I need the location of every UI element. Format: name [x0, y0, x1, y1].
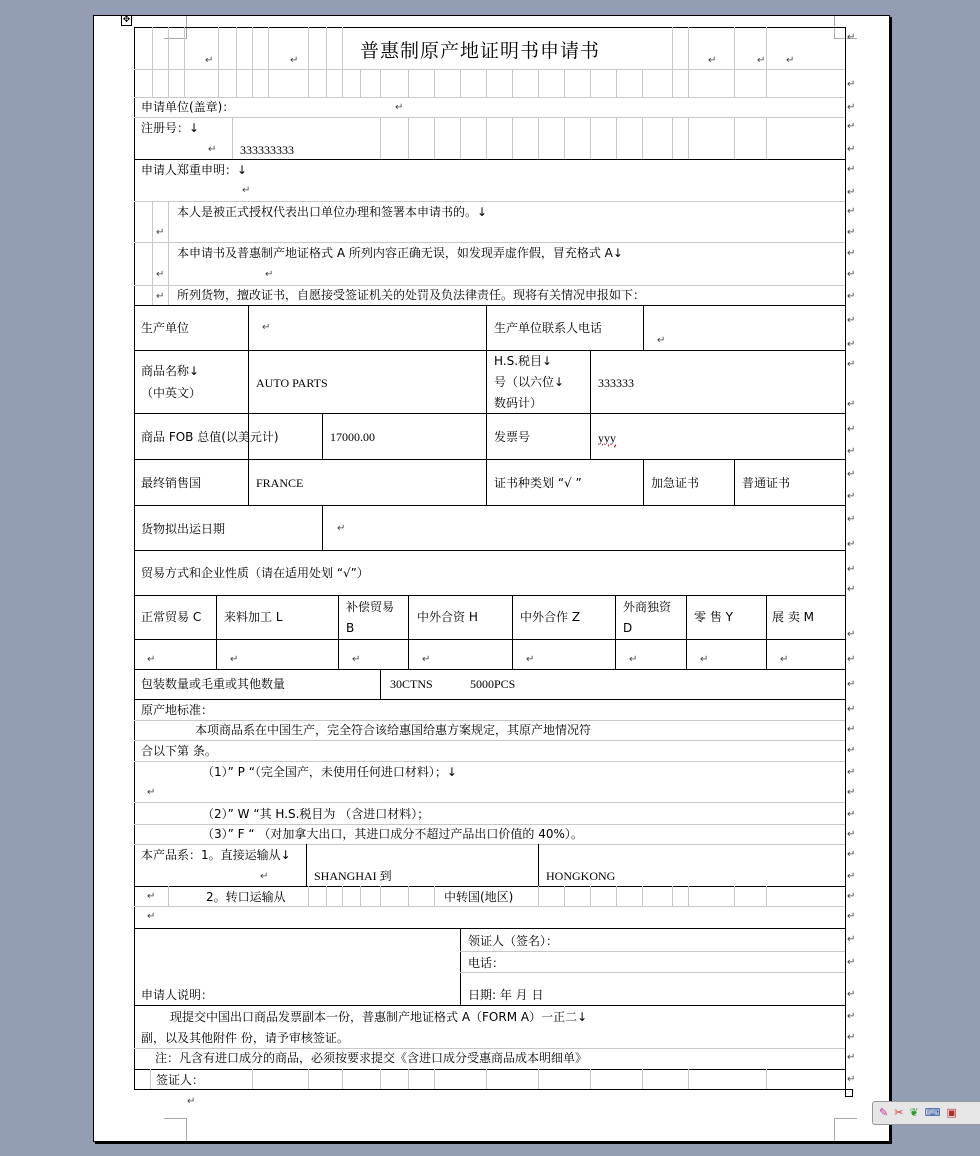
- table-gridline: [134, 459, 845, 460]
- paragraph-mark-icon: ↵: [847, 564, 856, 575]
- ime-toolbar[interactable]: [872, 1101, 980, 1125]
- table-gridline: [268, 27, 269, 97]
- table-gridline: [134, 285, 845, 286]
- paragraph-mark-icon: ↵: [147, 891, 156, 902]
- table-border: [134, 27, 135, 1089]
- table-gridline: [460, 928, 461, 1005]
- paragraph-mark-icon: ↵: [147, 654, 156, 665]
- table-gridline: [134, 1069, 845, 1070]
- paragraph-mark-icon: ↵: [757, 55, 766, 66]
- paragraph-mark-icon: ↵: [265, 269, 274, 280]
- table-gridline: [434, 69, 435, 97]
- table-border: [134, 27, 845, 28]
- table-gridline: [766, 595, 767, 669]
- table-gridline: [218, 27, 219, 97]
- paragraph-mark-icon: ↵: [780, 654, 789, 665]
- trade-compensation-code: B: [346, 621, 355, 635]
- table-gridline: [134, 928, 845, 929]
- paragraph-mark-icon: ↵: [847, 957, 856, 968]
- table-gridline: [538, 844, 539, 886]
- paragraph-mark-icon: ↵: [847, 724, 856, 735]
- table-gridline: [538, 69, 539, 97]
- table-gridline: [486, 1069, 487, 1089]
- submit-line-1: 现提交中国出口商品发票副本一份，普惠制产地证格式 A（FORM A）一正二↓: [170, 1010, 588, 1024]
- table-gridline: [688, 886, 689, 906]
- table-gridline: [734, 117, 735, 159]
- table-gridline: [734, 27, 735, 97]
- table-gridline: [380, 117, 381, 159]
- table-gridline: [134, 740, 845, 741]
- paragraph-mark-icon: ↵: [657, 335, 666, 346]
- table-gridline: [134, 159, 845, 160]
- paragraph-mark-icon: ↵: [847, 491, 856, 502]
- table-gridline: [326, 27, 327, 97]
- paragraph-mark-icon: ↵: [262, 322, 271, 333]
- table-gridline: [134, 117, 845, 118]
- invoice-value[interactable]: yyy: [598, 431, 616, 445]
- origin-criterion-p: （1）” P “（完全国产，未使用任何进口材料）；↓: [202, 765, 457, 779]
- goods-name-label-2: （中英文）: [141, 386, 202, 400]
- table-move-handle-icon[interactable]: ✥: [122, 15, 131, 25]
- urgent-cert-checkbox[interactable]: 加急证书: [651, 476, 700, 490]
- table-gridline: [134, 761, 845, 762]
- leaf-icon[interactable]: ❦: [909, 1106, 919, 1119]
- trade-foreign-owned[interactable]: 外商独资: [623, 600, 672, 614]
- paragraph-mark-icon: ↵: [847, 187, 856, 198]
- producer-label: 生产单位: [141, 321, 190, 335]
- table-gridline: [408, 595, 409, 669]
- table-gridline: [248, 305, 249, 505]
- window-icon[interactable]: ▣: [946, 1106, 957, 1119]
- table-gridline: [434, 1069, 435, 1089]
- table-gridline: [380, 886, 381, 906]
- trade-exhibition[interactable]: 展 卖 M: [772, 610, 814, 624]
- paragraph-mark-icon: ↵: [290, 55, 299, 66]
- table-gridline: [642, 1069, 643, 1089]
- table-gridline: [590, 413, 591, 459]
- paragraph-mark-icon: ↵: [847, 679, 856, 690]
- paragraph-mark-icon: ↵: [847, 399, 856, 410]
- table-gridline: [380, 669, 381, 699]
- paragraph-mark-icon: ↵: [147, 911, 156, 922]
- trade-normal[interactable]: 正常贸易 C: [141, 610, 202, 624]
- table-gridline: [672, 117, 673, 159]
- transport-label: 本产品系：1。直接运输从↓: [141, 848, 291, 862]
- paragraph-mark-icon: ↵: [337, 523, 346, 534]
- table-gridline: [342, 1069, 343, 1089]
- paragraph-mark-icon: ↵: [847, 102, 856, 113]
- paragraph-mark-icon: ↵: [847, 1074, 856, 1085]
- table-gridline: [134, 639, 845, 640]
- table-gridline: [590, 117, 591, 159]
- table-gridline: [538, 1069, 539, 1089]
- table-gridline: [686, 595, 687, 669]
- destination-value[interactable]: FRANCE: [256, 476, 304, 490]
- paragraph-mark-icon: ↵: [847, 144, 856, 155]
- declaration-3: 所列货物，擅改证书，自愿接受签证机关的处罚及负法律责任。现将有关情况申报如下：: [177, 288, 646, 302]
- table-gridline: [134, 242, 845, 243]
- table-gridline: [538, 886, 539, 906]
- pen-icon[interactable]: ✎: [879, 1106, 889, 1119]
- paragraph-mark-icon: ↵: [847, 248, 856, 259]
- paragraph-mark-icon: ↵: [847, 32, 856, 43]
- transport-from[interactable]: SHANGHAI 到: [314, 869, 392, 883]
- table-gridline: [538, 117, 539, 159]
- table-gridline: [672, 27, 673, 97]
- paragraph-mark-icon: ↵: [208, 144, 217, 155]
- table-gridline: [134, 97, 845, 98]
- table-border: [134, 1089, 845, 1090]
- trade-retail[interactable]: 零 售 Y: [694, 610, 733, 624]
- table-gridline: [134, 844, 845, 845]
- paragraph-mark-icon: ↵: [847, 654, 856, 665]
- table-gridline: [643, 305, 644, 350]
- paragraph-mark-icon: ↵: [700, 654, 709, 665]
- table-gridline: [766, 886, 767, 906]
- paragraph-mark-icon: ↵: [847, 424, 856, 435]
- table-gridline: [308, 27, 309, 97]
- paragraph-mark-icon: ↵: [847, 891, 856, 902]
- table-gridline: [308, 1069, 309, 1089]
- paragraph-mark-icon: ↵: [847, 446, 856, 457]
- paragraph-mark-icon: ↵: [847, 829, 856, 840]
- reg-no-label: 注册号：↓: [141, 121, 200, 135]
- paragraph-mark-icon: ↵: [847, 359, 856, 370]
- table-gridline: [232, 117, 233, 159]
- packing-label: 包装数量或毛重或其他数量: [141, 677, 286, 691]
- paragraph-mark-icon: ↵: [847, 121, 856, 132]
- table-gridline: [590, 350, 591, 413]
- paragraph-mark-icon: ↵: [847, 809, 856, 820]
- table-gridline: [408, 117, 409, 159]
- table-gridline: [642, 117, 643, 159]
- table-gridline: [434, 886, 435, 906]
- table-gridline: [616, 886, 617, 906]
- table-gridline: [184, 27, 185, 97]
- declaration-1: 本人是被正式授权代表出口单位办理和签署本申请书的。↓: [177, 205, 488, 219]
- paragraph-mark-icon: ↵: [629, 654, 638, 665]
- applicant-unit-label: 申请单位(盖章)：: [141, 100, 235, 114]
- paragraph-mark-icon: ↵: [847, 934, 856, 945]
- table-gridline: [380, 69, 381, 97]
- table-resize-handle[interactable]: [845, 1089, 853, 1097]
- paragraph-mark-icon: ↵: [847, 1032, 856, 1043]
- fob-label: 商品 FOB 总值(以美元计): [141, 430, 279, 444]
- declaration-label: 申请人郑重申明：↓: [141, 163, 248, 177]
- table-gridline: [134, 802, 845, 803]
- table-gridline: [134, 906, 845, 907]
- paragraph-mark-icon: ↵: [847, 584, 856, 595]
- paragraph-mark-icon: ↵: [260, 871, 269, 882]
- table-gridline: [616, 69, 617, 97]
- table-gridline: [326, 886, 327, 906]
- ship-date-label: 货物拟出运日期: [141, 522, 226, 536]
- packing-value[interactable]: 30CTNS: [390, 677, 433, 691]
- paragraph-mark-icon: ↵: [847, 767, 856, 778]
- table-gridline: [360, 886, 361, 906]
- origin-criterion-f: （3）” F “ （对加拿大出口，其进口成分不超过产品出口价值的 40%）。: [202, 827, 583, 841]
- table-gridline: [643, 459, 644, 505]
- trade-cooperative[interactable]: 中外合作 Z: [520, 610, 581, 624]
- table-gridline: [688, 27, 689, 97]
- crop-mark: [164, 1118, 187, 1141]
- paragraph-mark-icon: ↵: [187, 1096, 196, 1107]
- origin-line-1: 本项商品系在中国生产，完全符合该给惠国给惠方案规定，其原产地情况符: [195, 723, 592, 737]
- table-gridline: [308, 886, 309, 906]
- paragraph-mark-icon: ↵: [847, 269, 856, 280]
- table-gridline: [616, 117, 617, 159]
- normal-cert-checkbox[interactable]: 普通证书: [742, 476, 791, 490]
- paragraph-mark-icon: ↵: [230, 654, 239, 665]
- note-text: 注：凡含有进口成分的商品，必须按要求提交《含进口成分受惠商品成本明细单》: [155, 1051, 588, 1065]
- table-gridline: [322, 505, 323, 550]
- table-gridline: [408, 1069, 409, 1089]
- transit-label: 2。转口运输从: [206, 890, 286, 904]
- table-gridline: [134, 699, 845, 700]
- table-gridline: [688, 117, 689, 159]
- paragraph-mark-icon: ↵: [847, 989, 856, 1000]
- table-gridline: [338, 595, 339, 669]
- paragraph-mark-icon: ↵: [526, 654, 535, 665]
- paragraph-mark-icon: ↵: [847, 164, 856, 175]
- paragraph-mark-icon: ↵: [847, 1011, 856, 1022]
- table-gridline: [590, 1069, 591, 1089]
- origin-label: 原产地标准：: [141, 703, 214, 717]
- paragraph-mark-icon: ↵: [847, 227, 856, 238]
- paragraph-mark-icon: ↵: [847, 469, 856, 480]
- crop-mark: [834, 1118, 857, 1141]
- table-gridline: [512, 69, 513, 97]
- table-gridline: [134, 69, 845, 70]
- paragraph-mark-icon: ↵: [156, 291, 165, 302]
- invoice-label: 发票号: [494, 430, 531, 444]
- paragraph-mark-icon: ↵: [847, 539, 856, 550]
- table-gridline: [134, 550, 845, 551]
- table-gridline: [168, 201, 169, 305]
- table-gridline: [564, 117, 565, 159]
- table-gridline: [766, 1069, 767, 1089]
- table-gridline: [252, 1069, 253, 1089]
- fob-value[interactable]: 17000.00: [330, 430, 375, 444]
- table-gridline: [590, 69, 591, 97]
- table-gridline: [642, 886, 643, 906]
- table-gridline: [342, 27, 343, 97]
- table-gridline: [216, 595, 217, 669]
- producer-contact-label: 生产单位联系人电话: [494, 321, 603, 335]
- certifier-label: 签证人：: [156, 1073, 205, 1087]
- eraser-icon[interactable]: ✂: [894, 1106, 904, 1119]
- table-gridline: [134, 595, 845, 596]
- table-gridline: [360, 69, 361, 97]
- hs-label-3: 数码计）: [494, 396, 543, 410]
- keyboard-icon[interactable]: ⌨: [924, 1106, 941, 1119]
- table-gridline: [236, 27, 237, 97]
- goods-name-label: 商品名称↓: [141, 364, 200, 378]
- hs-label-2: 号（以六位↓: [494, 375, 565, 389]
- goods-name-value[interactable]: AUTO PARTS: [256, 376, 328, 390]
- table-gridline: [642, 69, 643, 97]
- table-gridline: [460, 69, 461, 97]
- table-gridline: [342, 886, 343, 906]
- paragraph-mark-icon: ↵: [847, 1052, 856, 1063]
- table-gridline: [134, 720, 845, 721]
- paragraph-mark-icon: ↵: [395, 102, 404, 113]
- table-gridline: [460, 972, 845, 973]
- cert-type-label: 证书种类划 “√ ”: [494, 476, 582, 490]
- form-title: 普惠制原产地证明书申请书: [360, 40, 601, 62]
- table-gridline: [460, 117, 461, 159]
- paragraph-mark-icon: ↵: [847, 206, 856, 217]
- trade-mode-label: 贸易方式和企业性质（请在适用处划 “√”）: [141, 566, 369, 580]
- paragraph-mark-icon: ↵: [847, 911, 856, 922]
- reg-no-value[interactable]: 333333333: [240, 143, 294, 157]
- table-gridline: [134, 201, 845, 202]
- paragraph-mark-icon: ↵: [847, 315, 856, 326]
- paragraph-mark-icon: ↵: [205, 55, 214, 66]
- table-gridline: [512, 117, 513, 159]
- table-gridline: [486, 69, 487, 97]
- table-gridline: [134, 669, 845, 670]
- trade-joint-venture[interactable]: 中外合资 H: [417, 610, 478, 624]
- paragraph-mark-icon: ↵: [847, 704, 856, 715]
- table-gridline: [134, 886, 845, 887]
- submit-line-2: 副，以及其他附件 份，请予审核签证。: [141, 1031, 349, 1045]
- applicant-note-label: 申请人说明：: [141, 988, 214, 1002]
- paragraph-mark-icon: ↵: [147, 787, 156, 798]
- origin-line-2: 合以下第 条。: [141, 744, 217, 758]
- paragraph-mark-icon: ↵: [352, 654, 361, 665]
- table-gridline: [168, 27, 169, 97]
- trade-processing[interactable]: 来料加工 L: [224, 610, 283, 624]
- packing-value-2[interactable]: 5000PCS: [470, 677, 516, 691]
- table-gridline: [615, 595, 616, 669]
- paragraph-mark-icon: ↵: [422, 654, 431, 665]
- table-gridline: [512, 595, 513, 669]
- table-gridline: [590, 886, 591, 906]
- table-gridline: [306, 844, 307, 886]
- table-gridline: [486, 117, 487, 159]
- table-gridline: [486, 305, 487, 505]
- table-gridline: [734, 459, 735, 505]
- paragraph-mark-icon: ↵: [847, 745, 856, 756]
- table-gridline: [134, 1048, 845, 1049]
- paragraph-mark-icon: ↵: [847, 339, 856, 350]
- hs-label: H.S.税目↓: [494, 354, 553, 368]
- table-gridline: [380, 1069, 381, 1089]
- paragraph-mark-icon: ↵: [242, 185, 251, 196]
- trade-compensation[interactable]: 补偿贸易: [346, 600, 395, 614]
- paragraph-mark-icon: ↵: [156, 227, 165, 238]
- table-gridline: [134, 305, 845, 306]
- paragraph-mark-icon: ↵: [708, 55, 717, 66]
- transit-country-label: 中转国(地区): [444, 890, 514, 904]
- paragraph-mark-icon: ↵: [847, 787, 856, 798]
- destination-label: 最终销售国: [141, 476, 202, 490]
- paragraph-mark-icon: ↵: [847, 849, 856, 860]
- table-gridline: [134, 505, 845, 506]
- table-gridline: [134, 350, 845, 351]
- table-gridline: [734, 886, 735, 906]
- table-gridline: [408, 886, 409, 906]
- table-gridline: [688, 1069, 689, 1089]
- table-gridline: [134, 413, 845, 414]
- transport-to[interactable]: HONGKONG: [546, 869, 616, 883]
- paragraph-mark-icon: ↵: [156, 269, 165, 280]
- table-gridline: [766, 117, 767, 159]
- table-gridline: [564, 886, 565, 906]
- table-gridline: [134, 824, 845, 825]
- trade-foreign-owned-code: D: [623, 621, 633, 635]
- table-gridline: [564, 69, 565, 97]
- table-gridline: [152, 27, 153, 97]
- table-gridline: [150, 1069, 151, 1089]
- table-gridline: [766, 27, 767, 97]
- paragraph-mark-icon: ↵: [786, 55, 795, 66]
- table-border: [845, 27, 846, 1089]
- table-gridline: [252, 27, 253, 97]
- origin-criterion-w: （2）” W “其 H.S.税目为 （含进口材料）；: [202, 807, 430, 821]
- table-gridline: [408, 69, 409, 97]
- declaration-2: 本申请书及普惠制产地证格式 A 所列内容正确无误，如发现弄虚作假，冒充格式 A↓: [177, 246, 623, 260]
- table-gridline: [134, 1005, 845, 1006]
- phone-label: 电话：: [468, 956, 505, 970]
- date-label: 日期: 年 月 日: [468, 988, 544, 1002]
- table-gridline: [322, 413, 323, 459]
- table-gridline: [672, 886, 673, 906]
- paragraph-mark-icon: ↵: [847, 871, 856, 882]
- paragraph-mark-icon: ↵: [847, 291, 856, 302]
- paragraph-mark-icon: ↵: [847, 79, 856, 90]
- table-gridline: [460, 951, 845, 952]
- hs-value[interactable]: 333333: [598, 376, 634, 390]
- receiver-signature-label: 领证人（签名）：: [468, 934, 559, 948]
- table-gridline: [434, 117, 435, 159]
- paragraph-mark-icon: ↵: [847, 514, 856, 525]
- paragraph-mark-icon: ↵: [847, 629, 856, 640]
- table-gridline: [168, 886, 169, 906]
- table-gridline: [152, 201, 153, 305]
